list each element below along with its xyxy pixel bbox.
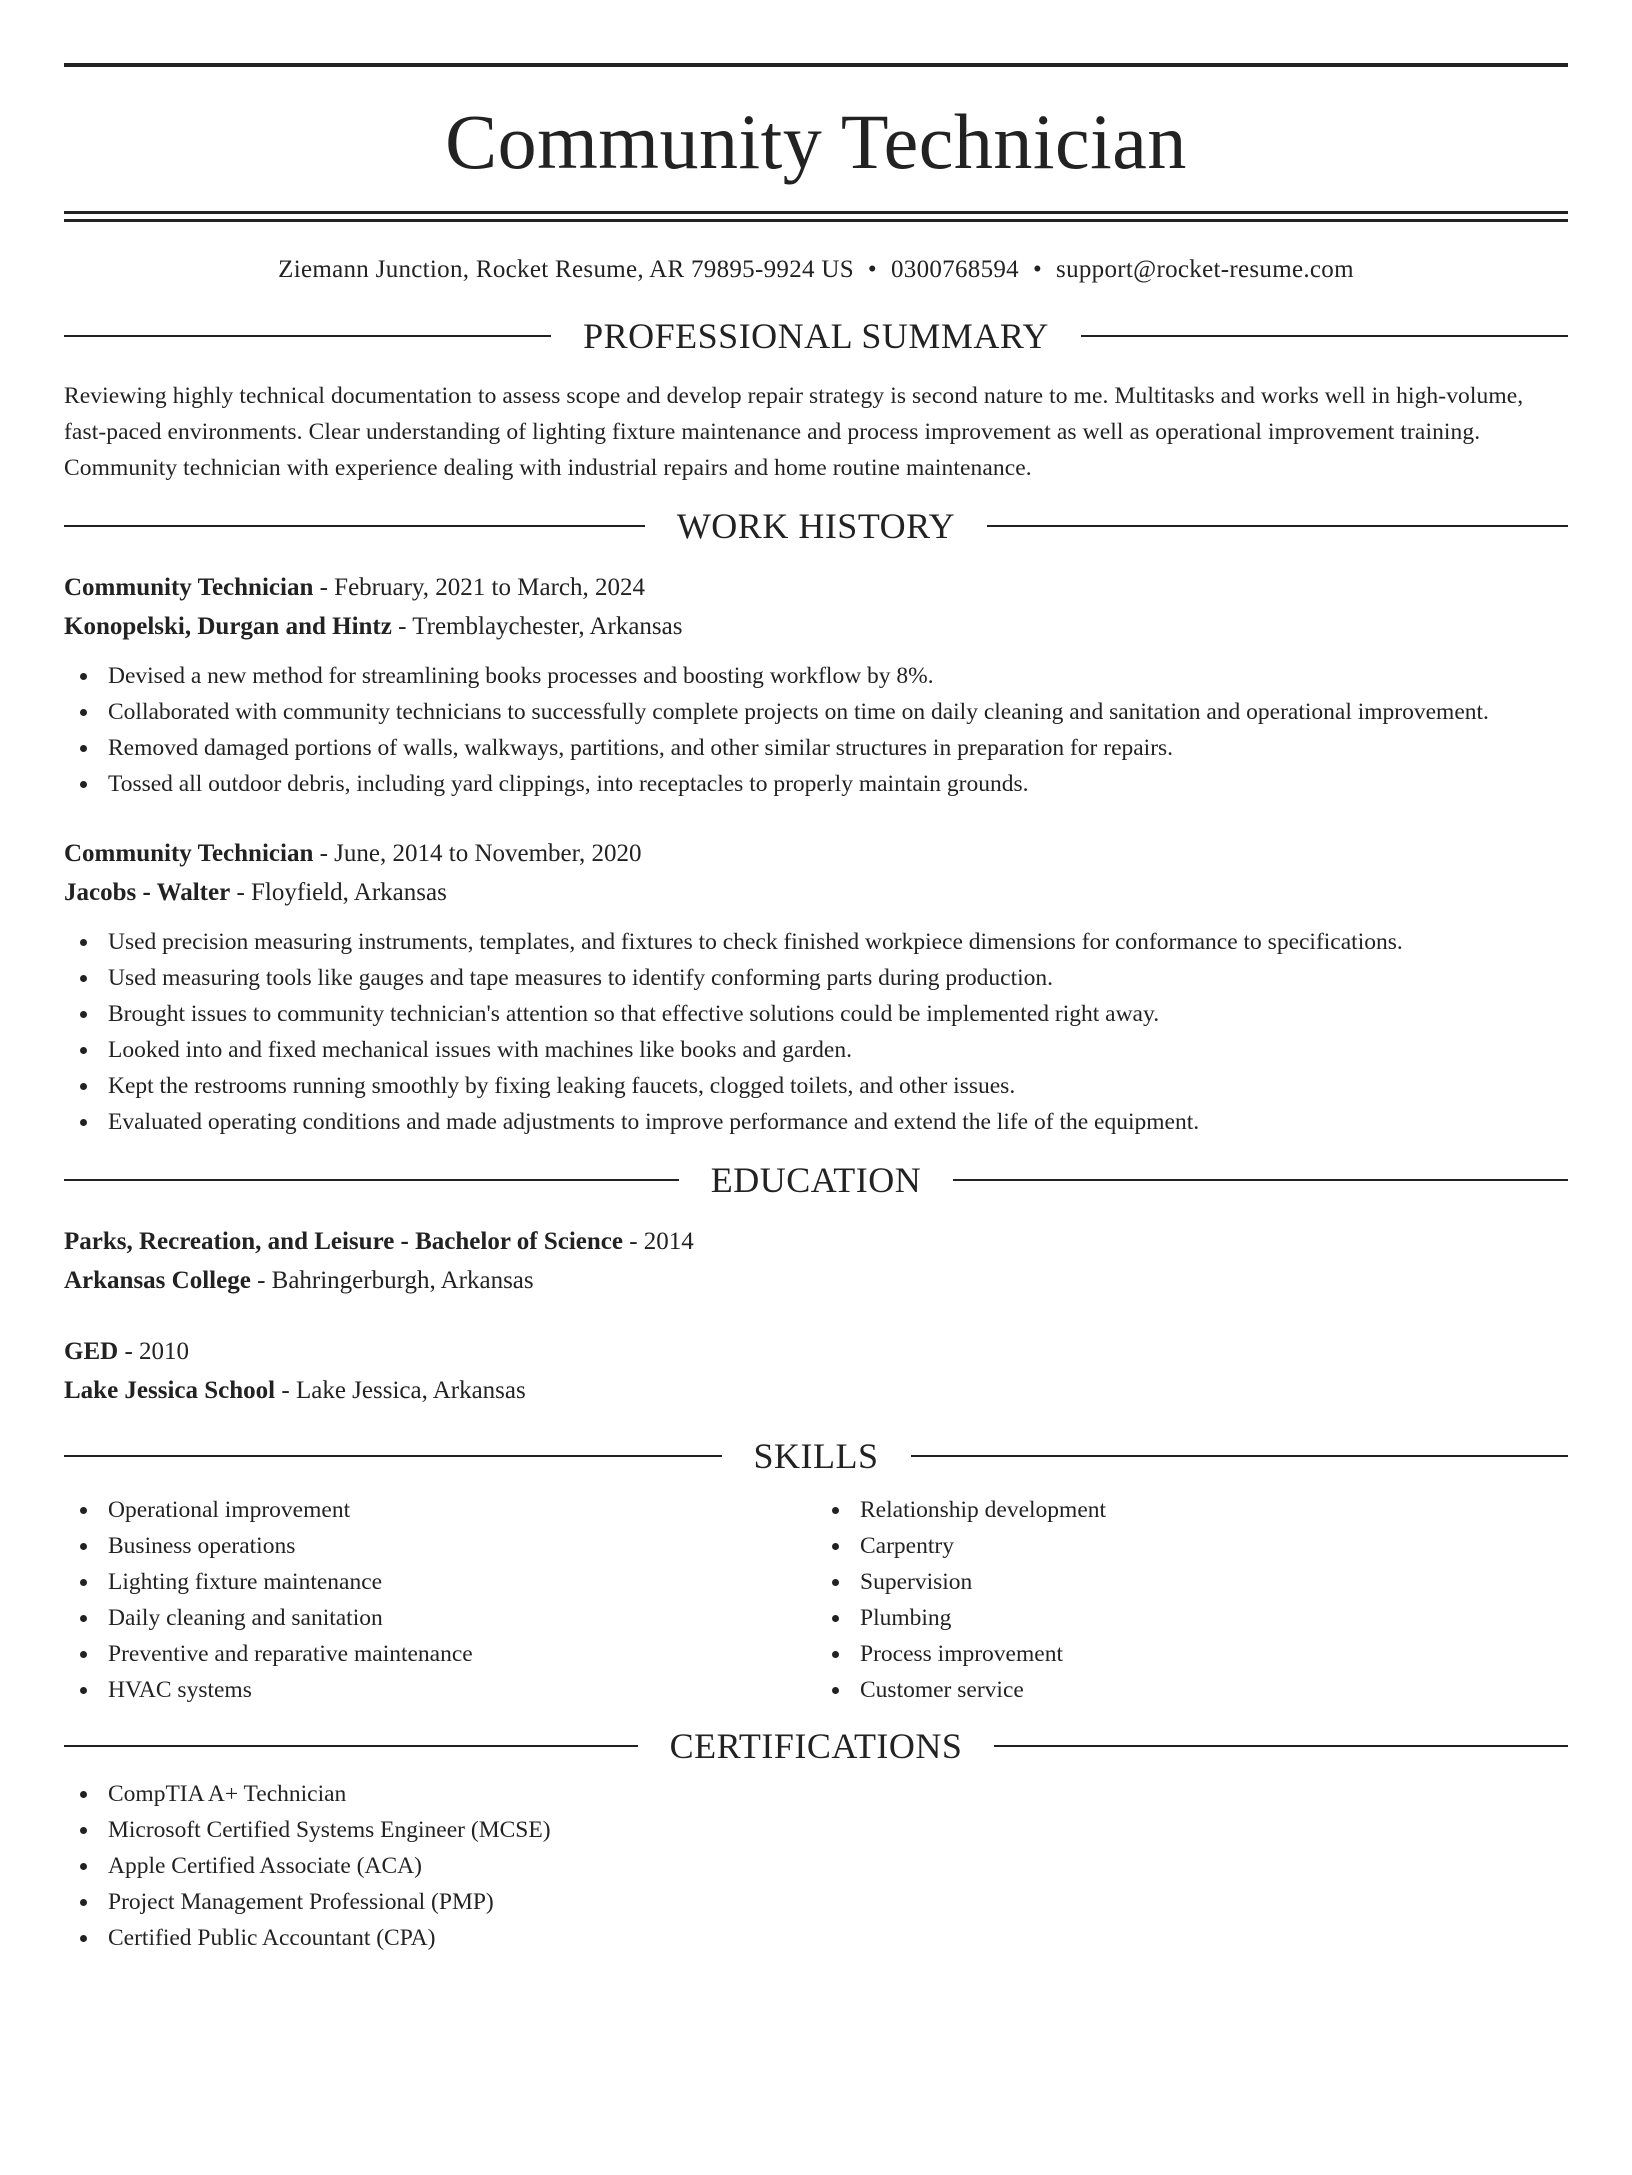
education-school: Lake Jessica School: [64, 1377, 276, 1404]
job-entry: [64, 568, 1568, 802]
resume-page: [0, 63, 1632, 2175]
list-item: Daily cleaning and sanitation: [64, 1600, 816, 1636]
section-rule: [64, 1179, 679, 1181]
certifications-list: [64, 1776, 1568, 1956]
list-item: Customer service: [816, 1672, 1568, 1708]
list-item: Operational improvement: [64, 1492, 816, 1528]
list-item: Tossed all outdoor debris, including yard clippings, into receptacles to properly maintain grounds.: [64, 766, 1568, 802]
job-bullets: [64, 658, 1568, 802]
education-school-line: [64, 1261, 1568, 1300]
contact-line: [64, 256, 1568, 284]
list-item: Used precision measuring instruments, templates, and fixtures to check finished workpiece dimensions for conformance to specifications.: [64, 924, 1568, 960]
job-title: Community Technician: [64, 840, 314, 867]
education-year: - 2010: [118, 1338, 190, 1365]
section-education-heading: [64, 1162, 1568, 1198]
list-item: Apple Certified Associate (ACA): [64, 1848, 1568, 1884]
list-item: Looked into and fixed mechanical issues with machines like books and garden.: [64, 1032, 1568, 1068]
contact-address: Ziemann Junction, Rocket Resume, AR 79895-9924 US: [278, 256, 854, 283]
section-title: EDUCATION: [710, 1160, 922, 1200]
section-rule: [64, 335, 551, 337]
education-year: - 2014: [622, 1228, 694, 1255]
list-item: Used measuring tools like gauges and tape measures to identify conforming parts during production.: [64, 960, 1568, 996]
section-summary-heading: [64, 318, 1568, 354]
education-degree: GED: [64, 1338, 119, 1365]
section-title: SKILLS: [753, 1436, 879, 1476]
job-entry: [64, 834, 1568, 1140]
resume-name: Community Technician: [445, 98, 1187, 185]
list-item: HVAC systems: [64, 1672, 816, 1708]
section-work-heading: [64, 508, 1568, 544]
list-item: Kept the restrooms running smoothly by fixing leaking faucets, clogged toilets, and other issues.: [64, 1068, 1568, 1104]
section-title: WORK HISTORY: [676, 506, 956, 546]
education-degree: Parks, Recreation, and Leisure - Bachelor of Science: [64, 1228, 623, 1255]
job-location: - Floyfield, Arkansas: [230, 879, 447, 906]
section-rule: [64, 1745, 638, 1747]
education-entry: [64, 1332, 1568, 1410]
list-item: Relationship development: [816, 1492, 1568, 1528]
education-list: [64, 1222, 1568, 1410]
list-item: Removed damaged portions of walls, walkways, partitions, and other similar structures in preparation for repairs.: [64, 730, 1568, 766]
list-item: Brought issues to community technician's attention so that effective solutions could be implemented right away.: [64, 996, 1568, 1032]
job-title-line: [64, 568, 1568, 607]
education-school-line: [64, 1371, 1568, 1410]
contact-separator: •: [867, 256, 877, 283]
section-rule: [1081, 335, 1568, 337]
list-item: Lighting fixture maintenance: [64, 1564, 816, 1600]
job-company-line: [64, 607, 1568, 646]
contact-separator: •: [1032, 256, 1043, 283]
list-item: Microsoft Certified Systems Engineer (MCSE): [64, 1812, 1568, 1848]
job-dates: - June, 2014 to November, 2020: [313, 840, 642, 867]
list-item: Business operations: [64, 1528, 816, 1564]
job-title: Community Technician: [64, 574, 314, 601]
list-item: Supervision: [816, 1564, 1568, 1600]
education-location: - Bahringerburgh, Arkansas: [250, 1267, 534, 1294]
job-company: Jacobs - Walter: [64, 879, 231, 906]
job-location: - Tremblaychester, Arkansas: [391, 613, 683, 640]
list-item: Plumbing: [816, 1600, 1568, 1636]
list-item: Collaborated with community technicians to successfully complete projects on time on daily cleaning and sanitation and operational improvement.: [64, 694, 1568, 730]
section-rule: [994, 1745, 1568, 1747]
contact-phone: 0300768594: [890, 256, 1019, 283]
section-rule: [911, 1455, 1569, 1457]
list-item: CompTIA A+ Technician: [64, 1776, 1568, 1812]
skills-column-left: [64, 1492, 816, 1708]
list-item: Evaluated operating conditions and made adjustments to improve performance and extend the life of the equipment.: [64, 1104, 1568, 1140]
list-item: Certified Public Accountant (CPA): [64, 1920, 1568, 1956]
section-skills-heading: [64, 1438, 1568, 1474]
header-double-rule: [64, 211, 1568, 222]
education-entry: [64, 1222, 1568, 1300]
job-company-line: [64, 873, 1568, 912]
work-history: [64, 568, 1568, 1140]
section-rule: [953, 1179, 1568, 1181]
education-school: Arkansas College: [64, 1267, 251, 1294]
header-top-rule: [64, 63, 1568, 67]
education-degree-line: [64, 1222, 1568, 1261]
list-item: Process improvement: [816, 1636, 1568, 1672]
summary-text: Reviewing highly technical documentation to assess scope and develop repair strategy is second nature to me. Multitasks and works well in high-volume, fast-paced environments. Clear understanding of lighting fixture maintenance and process improvement as well as operational improvement training. Community technician with experience dealing with industrial repairs and home routine maintenance.: [64, 383, 1524, 481]
section-rule: [987, 525, 1568, 527]
section-title: CERTIFICATIONS: [669, 1726, 963, 1766]
job-bullets: [64, 924, 1568, 1140]
section-rule: [64, 1455, 722, 1457]
list-item: Carpentry: [816, 1528, 1568, 1564]
section-certifications-heading: [64, 1728, 1568, 1764]
job-company: Konopelski, Durgan and Hintz: [64, 613, 392, 640]
section-rule: [64, 525, 645, 527]
education-degree-line: [64, 1332, 1568, 1371]
job-title-line: [64, 834, 1568, 873]
education-location: - Lake Jessica, Arkansas: [275, 1377, 526, 1404]
job-dates: - February, 2021 to March, 2024: [313, 574, 645, 601]
list-item: Preventive and reparative maintenance: [64, 1636, 816, 1672]
contact-email: support@rocket-resume.com: [1056, 256, 1354, 283]
section-title: PROFESSIONAL SUMMARY: [583, 316, 1049, 356]
skills-column-right: [816, 1492, 1568, 1708]
list-item: Devised a new method for streamlining books processes and boosting workflow by 8%.: [64, 658, 1568, 694]
list-item: Project Management Professional (PMP): [64, 1884, 1568, 1920]
skills-grid: [64, 1492, 1568, 1708]
